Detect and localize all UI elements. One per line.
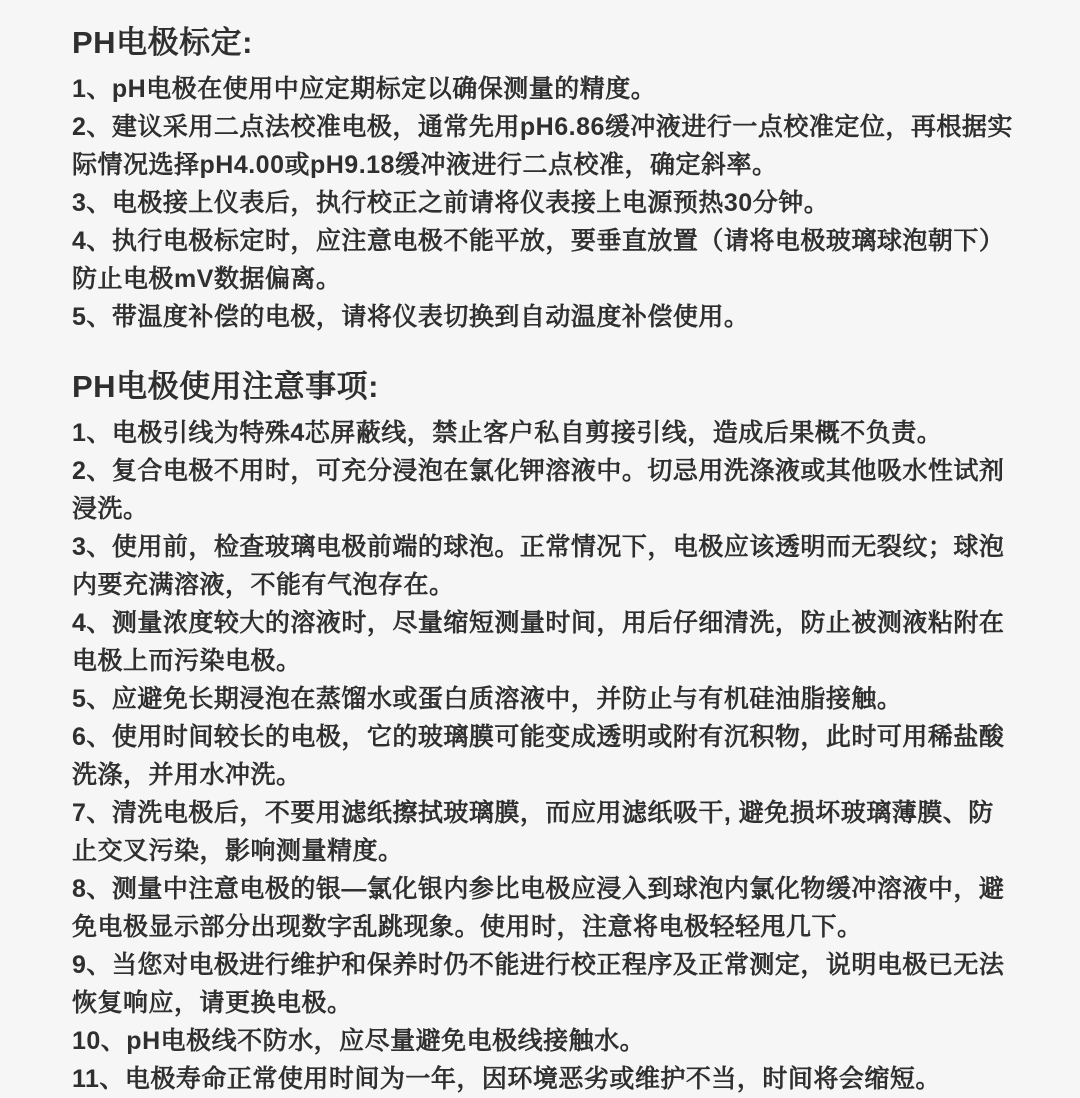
precaution-item-10: 10、pH电极线不防水，应尽量避免电极线接触水。 [72, 1027, 646, 1055]
precaution-item-11: 11、电极寿命正常使用时间为一年，因环境恶劣或维护不当，时间将会缩短。 [72, 1065, 941, 1093]
calibration-item-5: 5、带温度补偿的电极，请将仪表切换到自动温度补偿使用。 [72, 303, 750, 331]
section-title-precautions: PH电极使用注意事项: [72, 369, 379, 404]
section-title-calibration: PH电极标定: [72, 25, 253, 60]
precaution-item-2: 2、复合电极不用时，可充分浸泡在氯化钾溶液中。切忌用洗涤液或其他吸水性试剂浸洗。 [72, 457, 1005, 523]
section-ph-precautions [72, 366, 1016, 1098]
calibration-item-3: 3、电极接上仪表后，执行校正之前请将仪表接上电源预热30分钟。 [72, 189, 830, 217]
calibration-item-2: 2、建议采用二点法校准电极，通常先用pH6.86缓冲液进行一点校准定位，再根据实际情况选择pH4.00或pH9.18缓冲液进行二点校准，确定斜率。 [72, 113, 1013, 179]
precaution-item-7: 7、清洗电极后，不要用滤纸擦拭玻璃膜，而应用滤纸吸干, 避免损坏玻璃薄膜、防止交叉污染，影响测量精度。 [72, 799, 994, 865]
precaution-item-3: 3、使用前，检查玻璃电极前端的球泡。正常情况下，电极应该透明而无裂纹；球泡内要充满溶液，不能有气泡存在。 [72, 533, 1005, 599]
precaution-item-4: 4、测量浓度较大的溶液时，尽量缩短测量时间，用后仔细清洗，防止被测液粘附在电极上而污染电极。 [72, 609, 1005, 675]
calibration-item-4: 4、执行电极标定时，应注意电极不能平放，要垂直放置（请将电极玻璃球泡朝下）防止电极mV数据偏离。 [72, 227, 1005, 293]
precaution-item-9: 9、当您对电极进行维护和保养时仍不能进行校正程序及正常测定，说明电极已无法恢复响应，请更换电极。 [72, 951, 1005, 1017]
precaution-item-8: 8、测量中注意电极的银—氯化银内参比电极应浸入到球泡内氯化物缓冲溶液中，避免电极显示部分出现数字乱跳现象。使用时，注意将电极轻轻甩几下。 [72, 875, 1005, 941]
section-ph-calibration [72, 22, 1016, 336]
precaution-item-5: 5、应避免长期浸泡在蒸馏水或蛋白质溶液中，并防止与有机硅油脂接触。 [72, 685, 903, 713]
precaution-item-1: 1、电极引线为特殊4芯屏蔽线，禁止客户私自剪接引线，造成后果概不负责。 [72, 419, 943, 447]
precaution-item-6: 6、使用时间较长的电极，它的玻璃膜可能变成透明或附有沉积物，此时可用稀盐酸洗涤，并用水冲洗。 [72, 723, 1005, 789]
calibration-item-1: 1、pH电极在使用中应定期标定以确保测量的精度。 [72, 75, 657, 103]
